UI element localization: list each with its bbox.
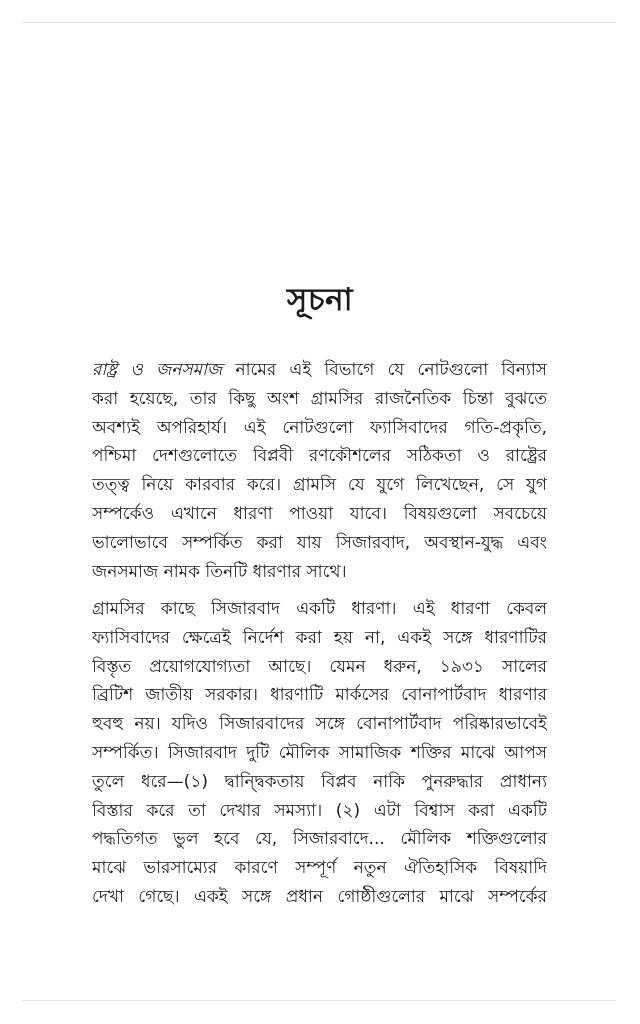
paragraph-line: মাঝে ভারসাম্যের কারণে সম্পূর্ণ নতুন ঐতিহাসিক বিষয়াদি — [92, 858, 547, 879]
paragraph-line: তুলে ধরে—(১) দ্বান্দ্বিকতায় বিপ্লব নাকি পুনরুদ্ধার প্রাধান্য — [92, 771, 547, 792]
paragraph-line: বিস্তার করে তা দেখার সমস্যা। (২) এটা বিশ্বাস করা একটি — [92, 800, 547, 821]
paragraph-line: করা হয়েছে, তার কিছু অংশ গ্রামসির রাজনৈতিক চিন্তা বুঝতে — [92, 388, 547, 409]
paragraph-line: গ্রামসির কাছে সিজারবাদ একটি ধারণা। এই ধারণা কেবল — [92, 599, 547, 619]
chapter-title: সূচনা — [286, 282, 354, 318]
paragraph-line: দেখা গেছে। একই সঙ্গে প্রধান গোষ্ঠীগুলোর মাঝে সম্পর্কের — [92, 886, 547, 907]
italic-lead-phrase: রাষ্ট্র ও জনসমাজ — [92, 360, 223, 380]
paragraph-2 — [92, 595, 547, 912]
paragraph-line: সম্পর্কিত। সিজারবাদ দুটি মৌলিক সামাজিক শক্তির মাঝে আপস — [92, 742, 547, 763]
paragraph-line: পদ্ধতিগত ভুল হবে যে, সিজারবাদে... মৌলিক শক্তিগুলোর — [92, 829, 547, 850]
top-divider — [22, 22, 616, 23]
paragraph-line: পশ্চিমা দেশগুলোতে বিপ্লবী রণকৌশলের সঠিকতা ও রাষ্ট্রের — [92, 446, 547, 467]
paragraph-line: ফ্যাসিবাদের ক্ষেত্রেই নির্দেশ করা হয় না, একই সঙ্গে ধারণাটির — [92, 627, 547, 648]
paragraph-line: অবশ্যই অপরিহার্য। এই নোটগুলো ফ্যাসিবাদের গতি-প্রকৃতি, — [92, 417, 547, 438]
paragraph-line: জনসমাজ নামক তিনটি ধারণার সাথে। — [92, 561, 347, 582]
paragraph-1 — [92, 356, 547, 586]
paragraph-line-text: নামের এই বিভাগে যে নোটগুলো বিন্যাস — [235, 360, 547, 380]
paragraph-line: তত্ত্ব নিয়ে কারবার করে। গ্রামসি যে যুগে লিখেছেন, সে যুগ — [92, 475, 547, 496]
paragraph-line: সম্পর্কেও এখানে ধারণা পাওয়া যাবে। বিষয়গুলো সবচেয়ে — [92, 503, 547, 524]
paragraph-line: বিস্তৃত প্রয়োগযোগ্যতা আছে। যেমন ধরুন, ১৯৩১ সালের — [92, 656, 547, 677]
paragraph-line: ব্রিটিশ জাতীয় সরকার। ধারণাটি মার্কসের বোনাপার্টবাদ ধারণার — [92, 685, 547, 706]
paragraph-line — [92, 356, 547, 385]
paragraph-line: হুবহু নয়। যদিও সিজারবাদের সঙ্গে বোনাপার্টবাদ পরিষ্কারভাবেই — [92, 714, 547, 735]
paragraph-line: ভালোভাবে সম্পর্কিত করা যায় সিজারবাদ, অবস্থান-যুদ্ধ এবং — [92, 532, 547, 553]
bottom-divider — [22, 1000, 616, 1001]
